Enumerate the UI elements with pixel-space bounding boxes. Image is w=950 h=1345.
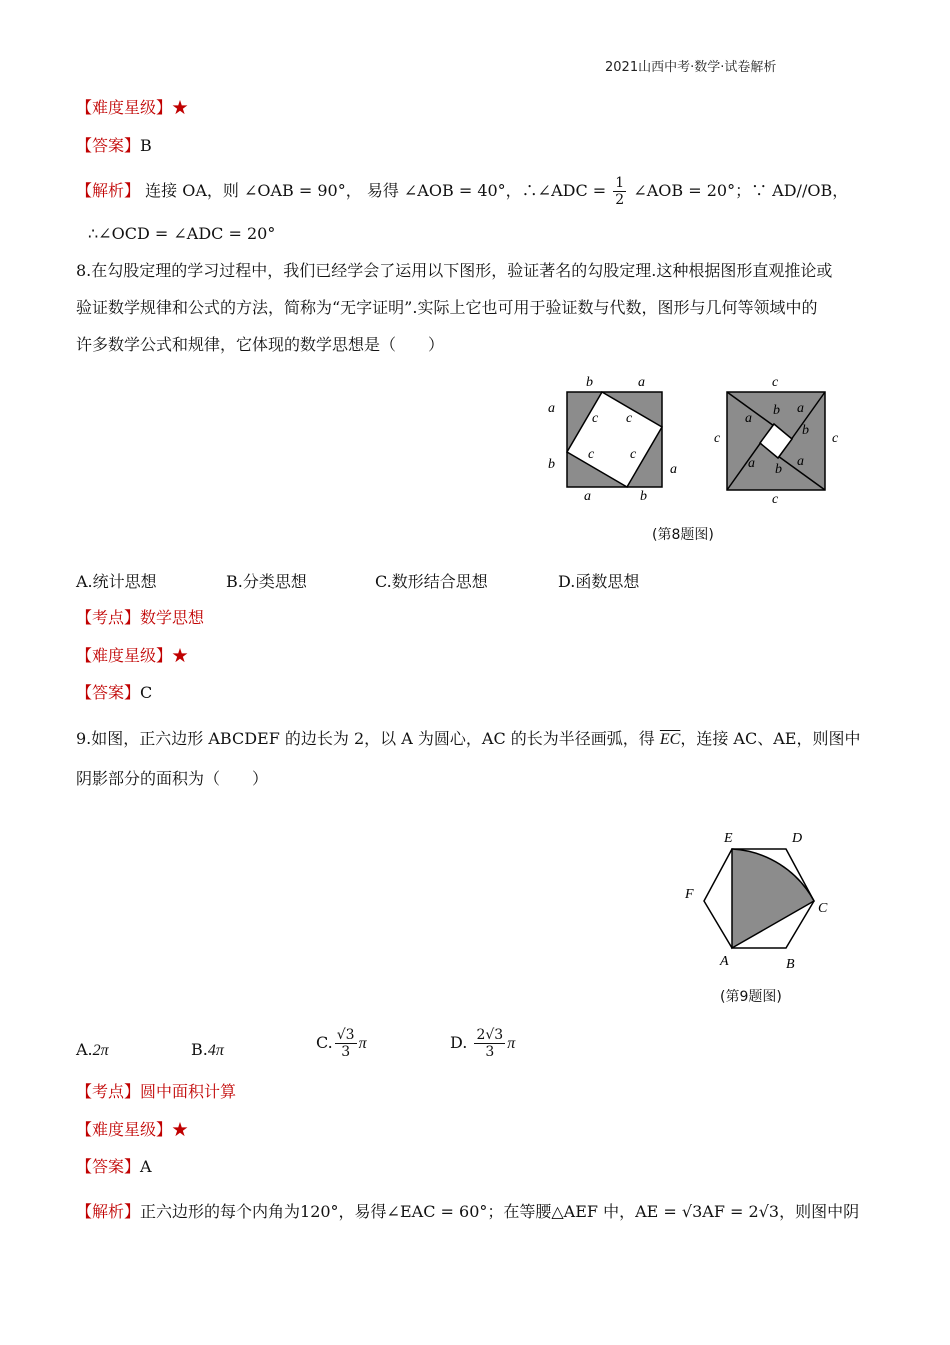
q9-stem-line2: 阴影部分的面积为（ ） bbox=[76, 769, 269, 788]
svg-text:B: B bbox=[786, 957, 795, 972]
difficulty-stars: ★ bbox=[172, 646, 189, 665]
q9-figure bbox=[680, 822, 840, 977]
q9-point bbox=[76, 1082, 236, 1102]
difficulty-stars: ★ bbox=[172, 1120, 189, 1139]
svg-text:a: a bbox=[638, 375, 645, 390]
q8-stem-line1: 8.在勾股定理的学习过程中，我们已经学会了运用以下图形，验证著名的勾股定理.这种根据图形直观推论或 bbox=[76, 261, 833, 280]
q8-option-a: A.统计思想 bbox=[76, 572, 157, 591]
svg-text:a: a bbox=[748, 456, 755, 471]
q7-analysis-line1 bbox=[76, 176, 848, 207]
svg-text:c: c bbox=[592, 411, 599, 426]
q8-point bbox=[76, 608, 204, 628]
q9-option-a: A.2π bbox=[76, 1040, 109, 1059]
svg-text:b: b bbox=[775, 462, 782, 477]
difficulty-stars: ★ bbox=[172, 98, 189, 117]
q7-difficulty bbox=[76, 98, 188, 118]
answer-tag: 【答案】 bbox=[76, 1157, 141, 1176]
arc-ec: $\overline{EC}$ bbox=[659, 731, 681, 748]
q8-figure bbox=[540, 370, 850, 510]
q9-answer bbox=[76, 1157, 152, 1177]
q8-left-square bbox=[548, 375, 677, 504]
svg-text:E: E bbox=[724, 831, 733, 846]
svg-text:c: c bbox=[588, 447, 595, 462]
svg-text:c: c bbox=[714, 431, 721, 446]
q8-option-c: C.数形结合思想 bbox=[375, 572, 488, 591]
svg-text:c: c bbox=[772, 375, 779, 390]
svg-text:C: C bbox=[818, 901, 828, 916]
q7-answer bbox=[76, 136, 152, 156]
q9-difficulty bbox=[76, 1120, 188, 1140]
svg-text:c: c bbox=[772, 492, 779, 507]
svg-text:b: b bbox=[586, 375, 593, 390]
svg-text:F: F bbox=[685, 887, 694, 902]
answer-tag: 【答案】 bbox=[76, 683, 141, 702]
q9-analysis-line1 bbox=[76, 1202, 859, 1222]
q9-option-c: C. $\frac{√3}{3}$ π bbox=[316, 1027, 367, 1060]
q8-option-d: D.函数思想 bbox=[558, 572, 640, 591]
analysis-text-b: ∠AOB = 20°；∵ AD//OB， bbox=[633, 181, 849, 200]
svg-text:b: b bbox=[802, 423, 809, 438]
svg-text:c: c bbox=[832, 431, 839, 446]
svg-text:a: a bbox=[670, 462, 677, 477]
analysis-tag: 【解析】 bbox=[76, 1202, 141, 1221]
q8-caption: (第8题图) bbox=[652, 527, 714, 543]
svg-text:a: a bbox=[797, 454, 804, 469]
point-tag: 【考点】 bbox=[76, 608, 141, 627]
analysis-tag: 【解析】 bbox=[76, 181, 141, 200]
point-value: 数学思想 bbox=[140, 608, 205, 627]
q9-option-d: D. $\frac{2√3}{3}$ π bbox=[450, 1027, 516, 1060]
svg-text:b: b bbox=[773, 403, 780, 418]
q8-difficulty bbox=[76, 646, 188, 666]
q9-caption: (第9题图) bbox=[720, 989, 782, 1005]
svg-text:c: c bbox=[626, 411, 633, 426]
point-value: 圆中面积计算 bbox=[140, 1082, 237, 1101]
svg-text:A: A bbox=[720, 954, 729, 969]
svg-text:c: c bbox=[630, 447, 637, 462]
answer-tag: 【答案】 bbox=[76, 136, 141, 155]
q7-analysis-line2: ∴∠OCD = ∠ADC = 20° bbox=[88, 224, 276, 243]
svg-text:a: a bbox=[548, 401, 555, 416]
analysis-text: 正六边形的每个内角为120°，易得∠EAC = 60°；在等腰△AEF 中，AE = √3AF = 2√3，则图中阴 bbox=[140, 1202, 860, 1221]
q8-answer bbox=[76, 683, 152, 703]
answer-value: B bbox=[140, 136, 152, 155]
answer-value: A bbox=[140, 1157, 152, 1176]
svg-text:D: D bbox=[792, 831, 803, 846]
q9-option-b: B.4π bbox=[191, 1040, 224, 1059]
svg-text:a: a bbox=[745, 411, 752, 426]
svg-text:a: a bbox=[584, 489, 591, 504]
analysis-text: 连接 OA，则 ∠OAB = 90°， 易得 ∠AOB = 40°，∴∠ADC = bbox=[145, 181, 612, 200]
svg-text:b: b bbox=[548, 457, 555, 472]
svg-text:b: b bbox=[640, 489, 647, 504]
fraction-half: $\frac{1}{2}$ bbox=[615, 175, 625, 208]
difficulty-tag: 【难度星级】 bbox=[76, 646, 173, 665]
point-tag: 【考点】 bbox=[76, 1082, 141, 1101]
difficulty-tag: 【难度星级】 bbox=[76, 1120, 173, 1139]
difficulty-tag: 【难度星级】 bbox=[76, 98, 173, 117]
q9-stem-line1: 9.如图，正六边形 ABCDEF 的边长为 2，以 A 为圆心，AC 的长为半径画弧，得 $\overline{EC}$，连接 AC、AE，则图中 bbox=[76, 729, 861, 748]
q8-stem-line3: 许多数学公式和规律，它体现的数学思想是（ ） bbox=[76, 335, 445, 354]
q8-option-b: B.分类思想 bbox=[226, 572, 307, 591]
q8-stem-line2: 验证数学规律和公式的方法，简称为“无字证明”.实际上它也可用于验证数与代数，图形与几何等领域中的 bbox=[76, 298, 818, 317]
svg-text:a: a bbox=[797, 401, 804, 416]
answer-value: C bbox=[140, 683, 153, 702]
page-header: 2021山西中考·数学·试卷解析 bbox=[605, 60, 777, 75]
q8-right-square bbox=[714, 375, 839, 507]
